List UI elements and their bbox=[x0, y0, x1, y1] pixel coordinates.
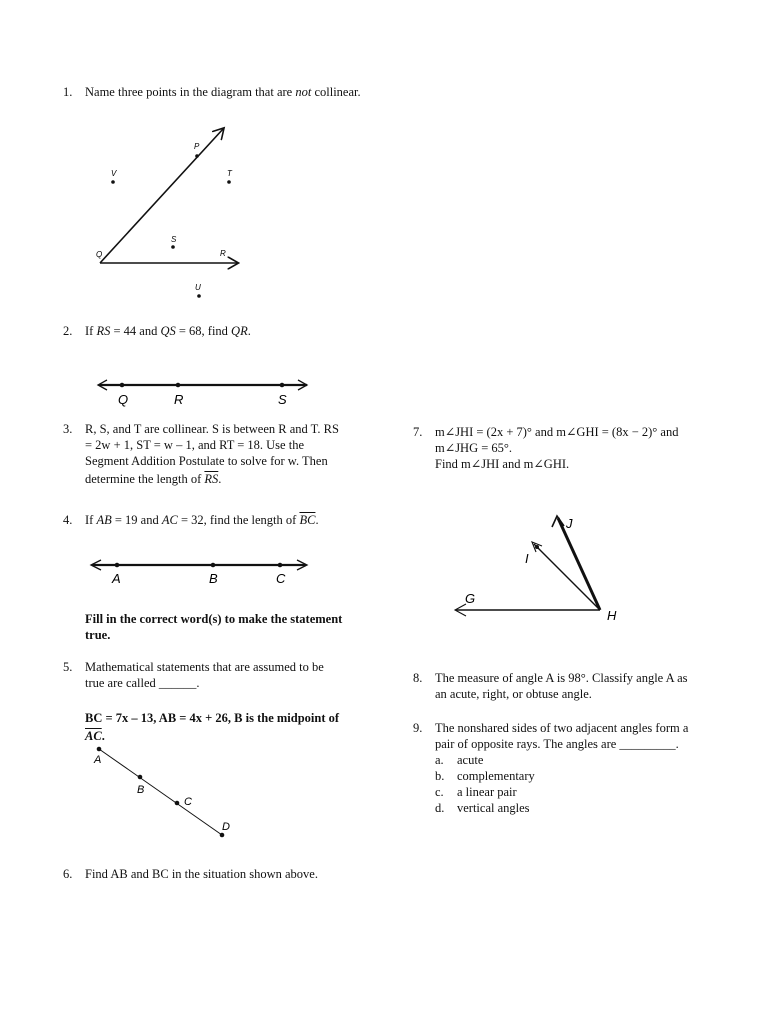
point-d-label: D bbox=[222, 821, 230, 833]
question-text: m∠JHI = (2x + 7)° and m∠GHI = (8x − 2)° and m∠JHG = 65°. Find m∠JHI and m∠GHI. bbox=[435, 425, 679, 471]
point-b-dot bbox=[138, 775, 143, 780]
segment-rs: $\overline{RS}$ bbox=[204, 472, 219, 486]
point-p-label: P bbox=[194, 142, 200, 151]
point-u-label: U bbox=[195, 283, 201, 292]
point-v-dot bbox=[111, 180, 115, 184]
option-d: d. vertical angles bbox=[435, 801, 530, 815]
angle-jhg-diagram bbox=[450, 512, 630, 627]
point-s-label: S bbox=[278, 392, 287, 407]
segment-ad bbox=[99, 749, 222, 835]
ray-hi bbox=[534, 544, 600, 610]
question-number: 9. bbox=[413, 721, 423, 735]
fill-in-heading: Fill in the correct word(s) to make the statement true. bbox=[85, 612, 343, 642]
question-number: 8. bbox=[413, 671, 423, 685]
point-b-dot bbox=[211, 563, 216, 568]
point-p-dot bbox=[195, 154, 199, 158]
point-a-dot bbox=[115, 563, 120, 568]
line-abc-diagram bbox=[88, 557, 313, 589]
question-number: 7. bbox=[413, 425, 423, 439]
option-b: b. complementary bbox=[435, 769, 535, 783]
collinear-points-diagram bbox=[95, 125, 255, 305]
point-i-dot bbox=[535, 545, 539, 549]
point-r-label: R bbox=[220, 249, 226, 258]
point-s-dot bbox=[171, 245, 175, 249]
point-t-label: T bbox=[227, 169, 232, 178]
point-a-dot bbox=[97, 747, 102, 752]
point-u-dot bbox=[197, 294, 201, 298]
segment-abcd-diagram bbox=[92, 745, 242, 840]
segment-ac: $\overline{AC}$ bbox=[85, 729, 102, 743]
point-b-label: B bbox=[209, 571, 218, 586]
point-i-label: I bbox=[525, 551, 529, 566]
ray-hj bbox=[558, 518, 600, 610]
question-number: 5. bbox=[63, 660, 73, 674]
question-text: Mathematical statements that are assumed to be true are called ______. bbox=[85, 660, 324, 690]
question-number: 4. bbox=[63, 513, 73, 527]
question-text: Name three points in the diagram that are not collinear. bbox=[85, 85, 361, 99]
point-c-dot bbox=[175, 801, 180, 806]
question-text: The nonshared sides of two adjacent angles form a pair of opposite rays. The angles are _________. a. acute b. complementary c. a linear pair d. vertical angles bbox=[435, 721, 689, 815]
question-text: R, S, and T are collinear. S is between R and T. RS = 2w + 1, ST = w – 1, and RT = 18. Use the Segment Addition Postulate to solve for w. Then determine the length of $\overline{RS}$. bbox=[85, 422, 339, 486]
point-c-label: C bbox=[276, 571, 286, 586]
midpoint-statement: BC = 7x – 13, AB = 4x + 26, B is the midpoint of $\overline{AC}$. bbox=[85, 711, 340, 743]
point-d-dot bbox=[220, 833, 225, 838]
point-q-label: Q bbox=[118, 392, 129, 407]
point-s-label: S bbox=[171, 235, 177, 244]
point-h-label: H bbox=[607, 608, 617, 623]
question-number: 2. bbox=[63, 324, 73, 338]
question-text: If RS = 44 and QS = 68, find QR. bbox=[85, 324, 251, 338]
point-v-label: V bbox=[111, 169, 117, 178]
point-a-label: A bbox=[112, 571, 121, 586]
question-number: 1. bbox=[63, 85, 73, 99]
ray-qp bbox=[100, 129, 223, 263]
question-number: 3. bbox=[63, 422, 73, 436]
option-c: c. a linear pair bbox=[435, 785, 517, 799]
point-q-label: Q bbox=[96, 250, 103, 259]
segment-bc: $\overline{BC}$ bbox=[299, 513, 316, 527]
point-t-dot bbox=[227, 180, 231, 184]
point-c-dot bbox=[278, 563, 283, 568]
point-q-dot bbox=[120, 383, 125, 388]
line-qrs-diagram bbox=[95, 376, 315, 408]
point-j-label: J bbox=[566, 516, 573, 531]
point-s-dot bbox=[280, 383, 285, 388]
option-a: a. acute bbox=[435, 753, 484, 767]
question-number: 6. bbox=[63, 867, 73, 881]
question-text: If AB = 19 and AC = 32, find the length of $\overline{BC}$. bbox=[85, 513, 319, 527]
point-a-label: A bbox=[94, 754, 102, 766]
point-g-label: G bbox=[465, 591, 476, 606]
point-c-label: C bbox=[184, 796, 192, 808]
point-b-label: B bbox=[137, 784, 145, 796]
question-text: Find AB and BC in the situation shown above. bbox=[85, 867, 318, 881]
question-text: The measure of angle A is 98°. Classify angle A as an acute, right, or obtuse angle. bbox=[435, 671, 688, 701]
point-r-dot bbox=[176, 383, 181, 388]
point-r-label: R bbox=[174, 392, 184, 407]
